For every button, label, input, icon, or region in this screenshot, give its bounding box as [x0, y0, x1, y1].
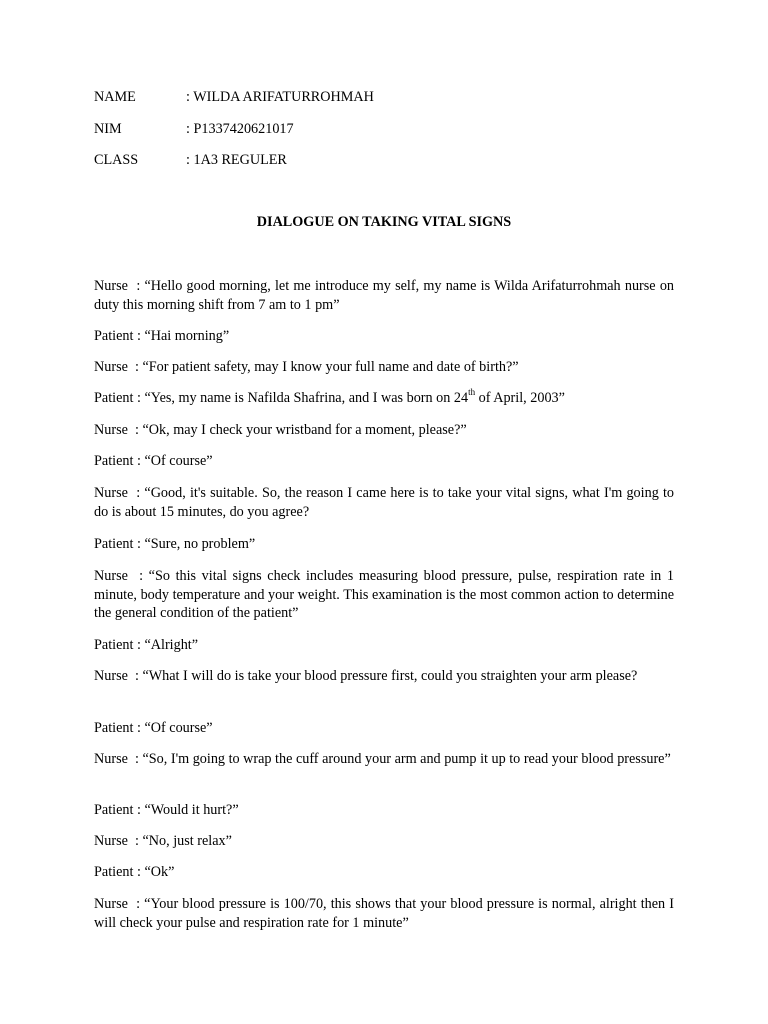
dialogue-text: “Hello good morning, let me introduce my self, my name is Wilda Arifaturrohmah nurse on duty this morning shift from 7 am to 1 pm”: [94, 278, 675, 313]
dialogue-text: “Hai morning”: [144, 328, 230, 344]
nim-value: : P1337420621017: [186, 121, 294, 137]
speaker-label: Nurse :: [94, 833, 143, 849]
nim-label: NIM: [94, 121, 122, 137]
speaker-label: Patient :: [94, 720, 145, 736]
dialogue-text: “Ok, may I check your wristband for a moment, please?”: [142, 422, 467, 438]
dialogue-text: “Sure, no problem”: [144, 536, 256, 552]
dialogue-turn: [94, 567, 674, 623]
speaker-label: Nurse :: [94, 278, 145, 294]
dialogue-text: “Of course”: [144, 720, 213, 736]
dialogue-text: “Alright”: [144, 637, 199, 653]
speaker-label: Patient :: [94, 328, 145, 344]
speaker-label: Nurse :: [94, 751, 143, 767]
dialogue-turn: [94, 389, 674, 408]
speaker-label: Patient :: [94, 536, 145, 552]
dialogue-text: “So this vital signs check includes measuring blood pressure, pulse, respiration rate in 1 minute, body temperature and your weight. This examination is the most common action to determine the general condition of the patient”: [94, 568, 674, 622]
dialogue-text: of April, 2003”: [475, 390, 565, 406]
dialogue-turn: [94, 636, 674, 655]
ordinal-suffix: th: [468, 387, 476, 398]
dialogue-text: “No, just relax”: [142, 833, 232, 849]
speaker-label: Nurse :: [94, 668, 143, 684]
dialogue-turn: [94, 358, 674, 377]
speaker-label: Patient :: [94, 864, 145, 880]
speaker-label: Patient :: [94, 390, 145, 406]
dialogue-turn: [94, 327, 674, 346]
dialogue-text: “Your blood pressure is 100/70, this shows that your blood pressure is normal, alright then I will check your pulse and respiration rate for 1 minute”: [94, 896, 674, 931]
name-label: NAME: [94, 89, 136, 105]
speaker-label: Patient :: [94, 453, 145, 469]
dialogue-turn: [94, 895, 674, 932]
dialogue-text: “Good, it's suitable. So, the reason I came here is to take your vital signs, what I'm going to do is about 15 minutes, do you agree?: [94, 485, 675, 520]
dialogue-text: “For patient safety, may I know your full name and date of birth?”: [142, 359, 519, 375]
dialogue-turn: [94, 719, 674, 738]
dialogue-text: “Yes, my name is Nafilda Shafrina, and I was born on 24: [144, 390, 469, 406]
speaker-label: Nurse :: [94, 568, 149, 584]
class-value: : 1A3 REGULER: [186, 152, 287, 168]
dialogue-text: “Would it hurt?”: [144, 802, 239, 818]
dialogue-turn: [94, 484, 674, 521]
speaker-label: Nurse :: [94, 422, 143, 438]
dialogue-turn: [94, 750, 674, 769]
speaker-label: Nurse :: [94, 896, 145, 912]
speaker-label: Patient :: [94, 637, 145, 653]
dialogue-turn: [94, 535, 674, 554]
dialogue-text: “What I will do is take your blood pressure first, could you straighten your arm please?: [142, 668, 638, 684]
dialogue-turn: [94, 452, 674, 471]
dialogue-turn: [94, 421, 674, 440]
dialogue-turn: [94, 863, 674, 882]
dialogue-text: “So, I'm going to wrap the cuff around your arm and pump it up to read your blood pressure”: [142, 751, 671, 767]
dialogue-text: “Of course”: [144, 453, 213, 469]
dialogue-turn: [94, 667, 674, 686]
dialogue-text: “Ok”: [144, 864, 175, 880]
dialogue-turn: [94, 832, 674, 851]
name-value: : WILDA ARIFATURROHMAH: [186, 89, 374, 105]
dialogue-turn: [94, 801, 674, 820]
class-label: CLASS: [94, 152, 139, 168]
speaker-label: Nurse :: [94, 485, 145, 501]
document-title: DIALOGUE ON TAKING VITAL SIGNS: [256, 214, 512, 230]
dialogue-turn: [94, 277, 674, 314]
speaker-label: Nurse :: [94, 359, 143, 375]
speaker-label: Patient :: [94, 802, 145, 818]
